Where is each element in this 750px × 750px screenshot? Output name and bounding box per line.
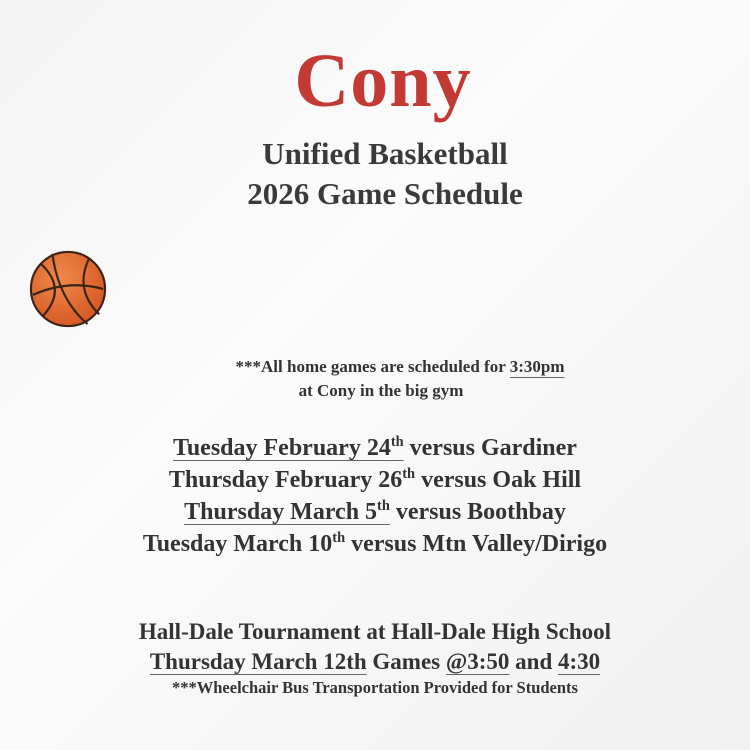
game-opponent: versus Mtn Valley/Dirigo (345, 531, 608, 557)
game-opponent: versus Gardiner (403, 435, 577, 461)
game-date: Tuesday March 10 (142, 531, 333, 557)
home-games-location: at Cony in the big gym (298, 381, 464, 400)
date-suffix: th (332, 530, 346, 546)
home-game-time: 3:30pm (509, 357, 565, 376)
date-suffix: th (377, 498, 390, 514)
tournament-time-2: 4:30 (558, 649, 601, 674)
page-title: Cony (294, 39, 472, 123)
subtitle-line2: 2026 Game Schedule (247, 176, 523, 211)
game-row (0, 531, 750, 558)
and-text: and (509, 649, 559, 674)
game-opponent: versus Oak Hill (415, 467, 582, 493)
game-date: Thursday March 5 (184, 499, 378, 525)
game-row (0, 467, 750, 494)
date-suffix: th (390, 434, 404, 450)
basketball-icon (29, 250, 107, 328)
games-label: Games (366, 649, 446, 674)
transportation-note: ***Wheelchair Bus Transportation Provided for Students (172, 678, 578, 697)
tournament-title: Hall-Dale Tournament at Hall-Dale High School (138, 619, 612, 644)
tournament-date: Thursday March 12th (149, 649, 367, 674)
game-date: Thursday February 26 (168, 467, 403, 493)
tournament-date-row (0, 649, 750, 675)
home-games-note (0, 357, 750, 377)
game-opponent: versus Boothbay (389, 499, 566, 525)
game-date: Tuesday February 24 (173, 435, 391, 461)
game-row (0, 435, 750, 462)
date-suffix: th (402, 466, 416, 482)
tournament-time-1: @3:50 (445, 649, 510, 674)
subtitle-line1: Unified Basketball (262, 136, 508, 171)
game-row (0, 499, 750, 526)
home-note-text: ***All home games are scheduled for (235, 357, 510, 376)
